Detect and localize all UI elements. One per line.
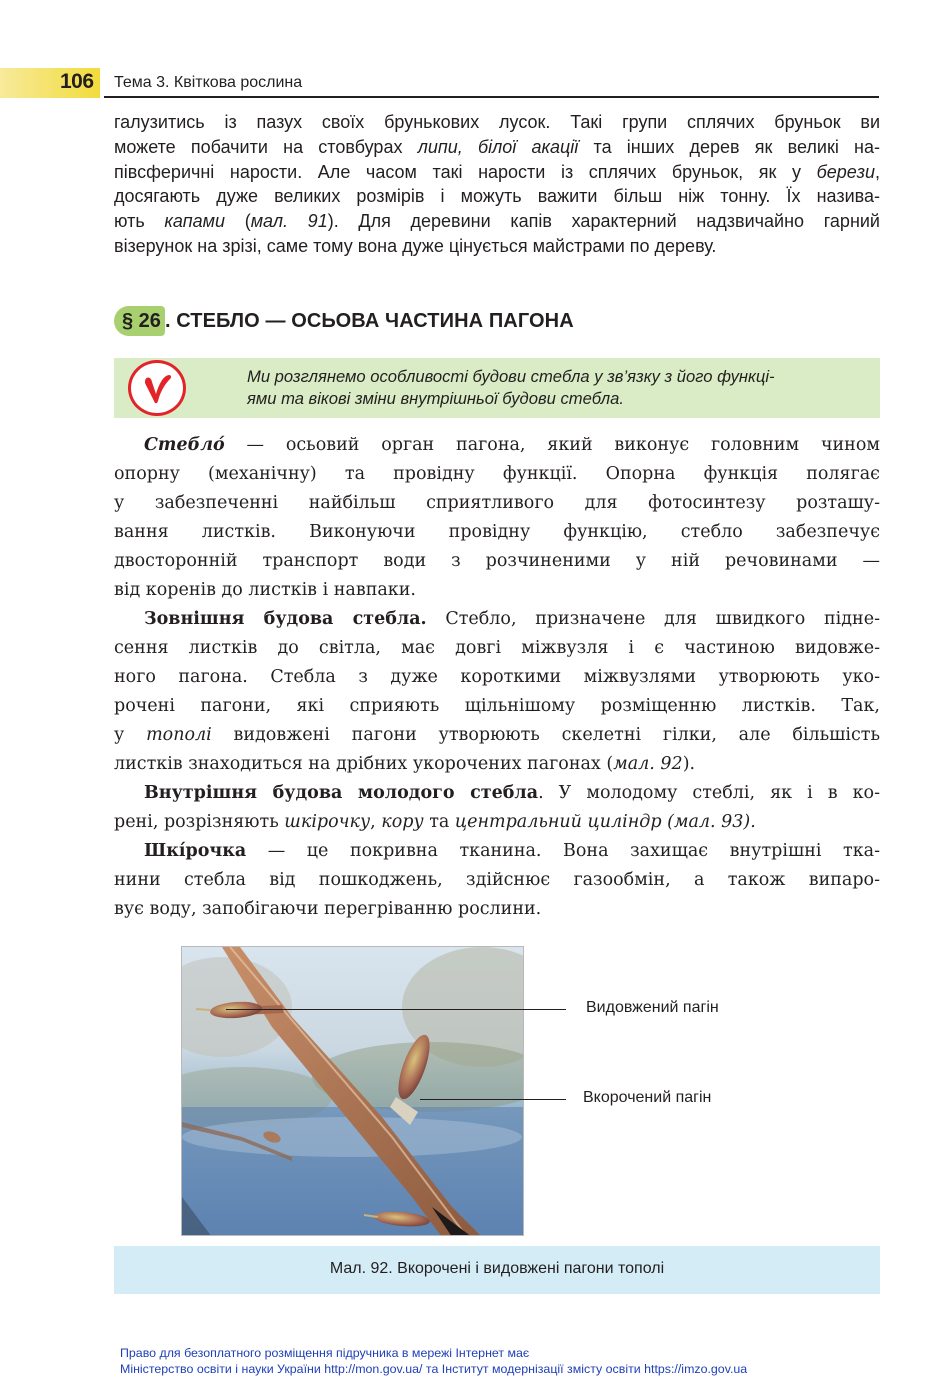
section-number-badge: § 26 xyxy=(114,306,165,336)
poplar-shoots-photo xyxy=(181,946,524,1236)
italic-term: берези xyxy=(816,161,875,182)
bold-term: Зовнішня будова стебла. xyxy=(144,609,427,629)
text-run: у xyxy=(114,725,147,745)
bold-term: Шкі́рочка xyxy=(144,841,247,861)
label-long-shoot: Видовжений пагін xyxy=(586,999,719,1016)
body-paragraph xyxy=(114,779,880,837)
text-run: візерунок на зрізі, саме тому вона дуже цінується майстрами по дереву. xyxy=(114,235,717,256)
text-run: листків знаходиться на дрібних укорочених пагонах ( xyxy=(114,754,614,774)
body-paragraph-line xyxy=(114,750,880,779)
text-run: можете побачити на стовбурах xyxy=(114,136,418,157)
text-run: та xyxy=(423,812,455,832)
text-run: — це покривна тканина. Вона захищає внутрішні тка- xyxy=(246,841,880,861)
text-run: ( xyxy=(225,211,251,232)
text-run: ного пагона. Стебла з дуже короткими міжвузлями утворюють уко- xyxy=(114,667,880,687)
bold-term: Внутрішня будова молодого стебла xyxy=(144,783,539,803)
intro-paragraph xyxy=(114,110,880,259)
text-run: ють xyxy=(114,211,165,232)
intro-paragraph-line xyxy=(114,184,880,209)
text-run: ). Для деревини капів характерний надзвичайно гарний xyxy=(327,211,880,232)
label-short-shoot: Вкорочений пагін xyxy=(583,1089,712,1106)
italic-term: липи, білої акації xyxy=(417,136,579,157)
section-title: . СТЕБЛО — ОСЬОВА ЧАСТИНА ПАГОНА xyxy=(164,309,574,332)
body-paragraph-line xyxy=(114,837,880,866)
body-paragraph-line xyxy=(114,634,880,663)
text-run: , xyxy=(874,161,880,182)
text-run: , xyxy=(370,812,382,832)
body-paragraph-line xyxy=(114,692,880,721)
text-run: двосторонній транспорт води з розчиненими у ній речовинами — xyxy=(114,551,880,571)
italic-term: кору xyxy=(381,812,424,832)
text-run: галузитись із пазух своїх брунькових лусок. Такі групи сплячих бруньок ви xyxy=(114,112,880,132)
text-run: вання листків. Виконуючи провідну функцію, стебло забезпечує xyxy=(114,522,880,542)
body-paragraph-line xyxy=(114,431,880,460)
text-run: рені, розрізняють xyxy=(114,812,285,832)
body-paragraph xyxy=(114,605,880,779)
body-paragraph-line xyxy=(114,866,880,895)
label-leader-line-short xyxy=(420,1099,566,1100)
text-run: . У молодому стеблі, як і в ко- xyxy=(538,783,880,803)
text-run: вує воду, запобігаючи перегріванню рослини. xyxy=(114,899,542,919)
header-divider xyxy=(104,96,879,98)
text-run: ). xyxy=(682,754,696,774)
body-paragraph-line xyxy=(114,605,880,634)
italic-term: центральний циліндр (мал. 93). xyxy=(454,812,756,832)
figure-caption: Мал. 92. Вкорочені і видовжені пагони тополі xyxy=(329,1260,665,1277)
intro-paragraph-line xyxy=(114,135,880,160)
intro-paragraph-line xyxy=(114,234,880,259)
text-run: рочені пагони, які сприяють щільнішому розміщенню листків. Так, xyxy=(114,696,880,716)
lesson-goal-text: Ми розглянемо особливості будови стебла у зв’язку з його функці- ями та вікові зміни внутрішньої будови стебла. xyxy=(247,367,775,408)
text-run: від коренів до листків і навпаки. xyxy=(114,580,416,600)
body-paragraph-line xyxy=(114,721,880,750)
italic-term: капами xyxy=(164,211,225,232)
body-paragraph-line xyxy=(114,576,880,605)
footer-line-2: Міністерство освіти і науки України http://mon.gov.ua/ та Інститут модернізації змісту освіти https://imzo.gov.ua xyxy=(120,1362,748,1376)
section-heading xyxy=(114,304,574,338)
lesson-goal-box xyxy=(114,358,880,418)
body-paragraph-line xyxy=(114,547,880,576)
bold-term: Стебло́ xyxy=(144,435,225,455)
text-run: сення листків до світла, має довгі міжвузля і є частиною видовже- xyxy=(114,638,880,658)
intro-paragraph-line xyxy=(114,209,880,234)
text-run: нини стебла від пошкоджень, здійснює газообмін, а також випаро- xyxy=(114,870,880,890)
text-run: у забезпеченні найбільш сприятливого для фотосинтезу розташу- xyxy=(114,493,880,513)
body-paragraph xyxy=(114,431,880,605)
text-run: видовжені пагони утворюють скелетні гілки, але більшість xyxy=(211,725,880,745)
italic-term: мал. 92 xyxy=(613,754,683,774)
body-paragraph-line xyxy=(114,808,880,837)
main-text xyxy=(114,431,880,924)
text-run: півсферичні нарости. Але часом такі нарости із сплячих бруньок, як у xyxy=(114,161,817,182)
italic-term: тополі xyxy=(146,725,212,745)
text-run: досягають дуже великих розмірів і можуть важити більш ніж тонну. Їх назива- xyxy=(114,186,880,207)
label-leader-line-long xyxy=(226,1009,566,1010)
check-mark-icon xyxy=(128,360,186,416)
text-run: опорну (механічну) та провідну функції. Опорна функція полягає xyxy=(114,464,880,484)
body-paragraph-line xyxy=(114,895,880,924)
body-paragraph-line xyxy=(114,460,880,489)
body-paragraph-line xyxy=(114,779,880,808)
body-paragraph-line xyxy=(114,518,880,547)
body-paragraph-line xyxy=(114,489,880,518)
license-footer xyxy=(120,1345,747,1377)
italic-term: мал. 91 xyxy=(250,211,328,232)
text-run: — осьовий орган пагона, який виконує головним чином xyxy=(224,435,880,455)
italic-term: шкірочку xyxy=(284,812,371,832)
body-paragraph-line xyxy=(114,663,880,692)
running-header-title: Тема 3. Квіткова рослина xyxy=(114,74,303,91)
intro-paragraph-line xyxy=(114,110,880,135)
text-run: Стебло, призначене для швидкого підне- xyxy=(426,609,880,629)
page-number: 106 xyxy=(60,70,94,93)
text-run: та інших дерев як великі на- xyxy=(578,136,880,157)
body-paragraph xyxy=(114,837,880,924)
figure-caption-box xyxy=(114,1246,880,1294)
intro-paragraph-line xyxy=(114,160,880,185)
footer-line-1: Право для безоплатного розміщення підручника в мережі Інтернет має xyxy=(120,1346,530,1360)
